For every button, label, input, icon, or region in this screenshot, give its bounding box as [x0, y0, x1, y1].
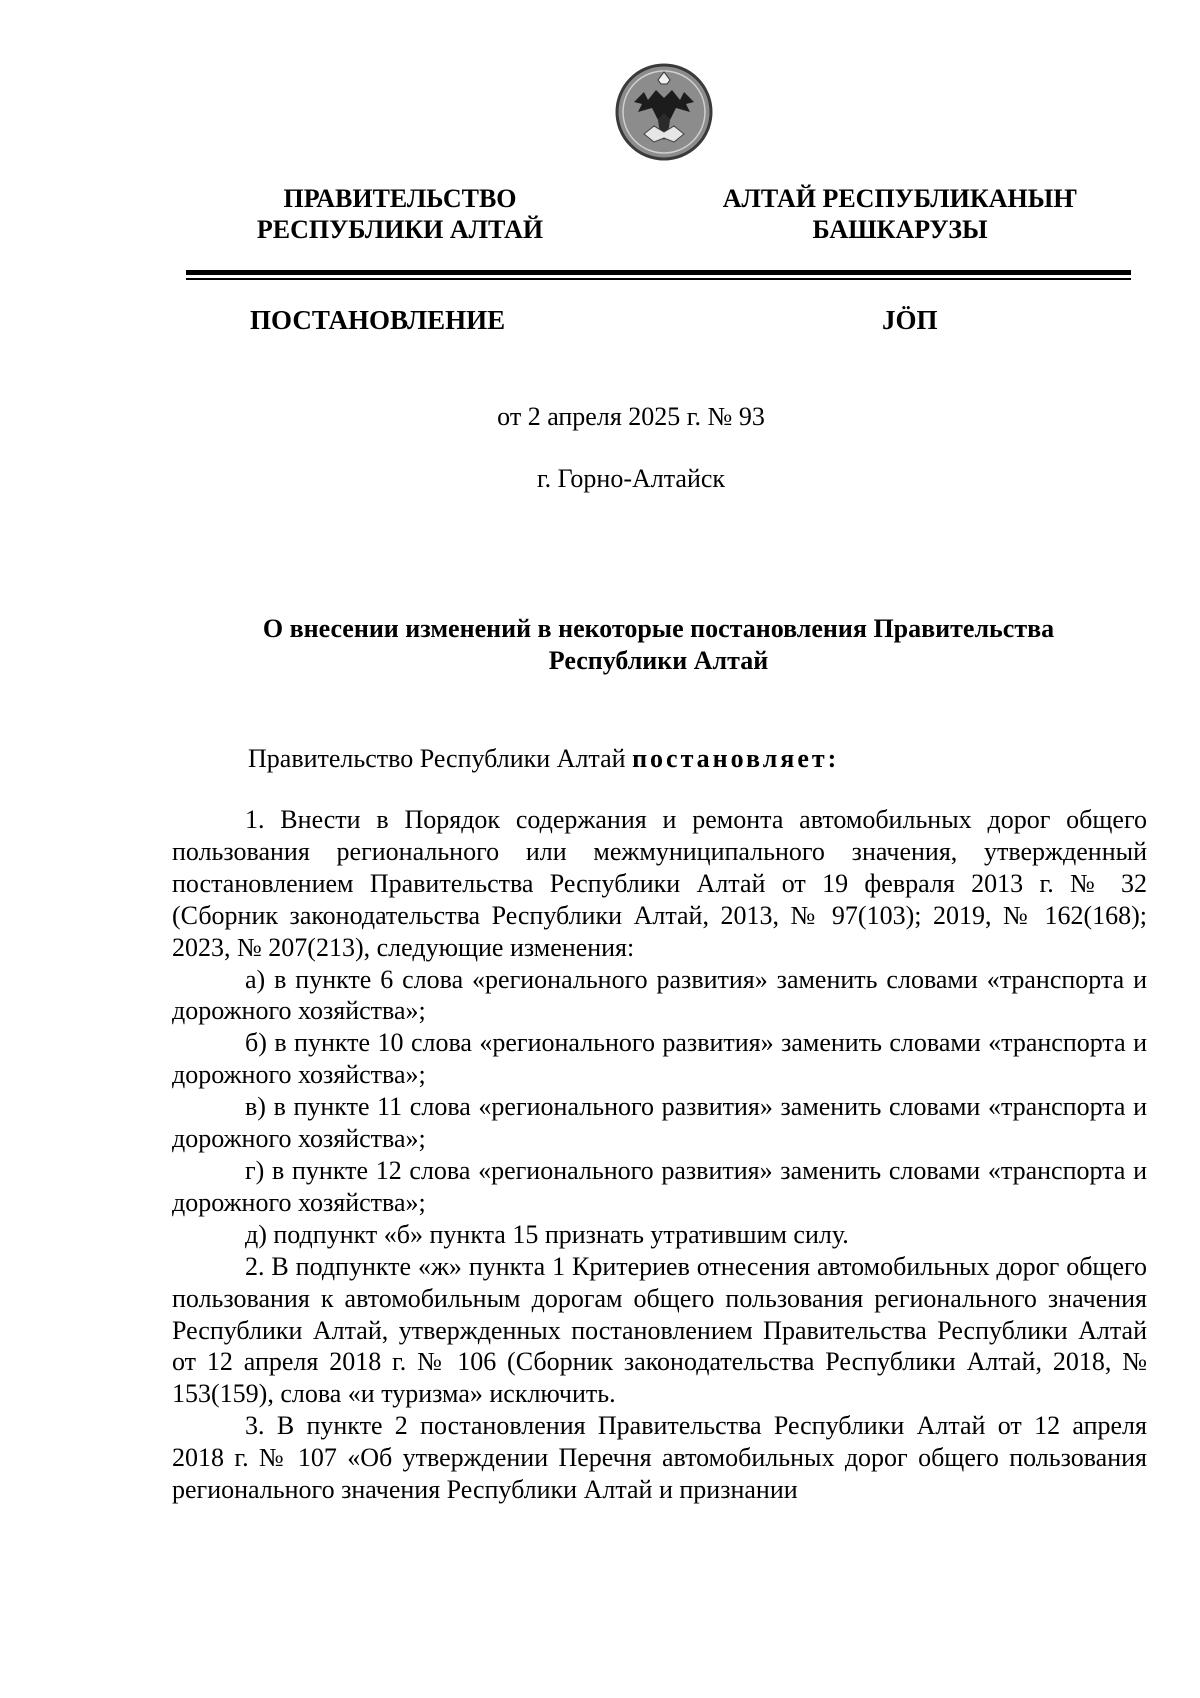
document-date-number: от 2 апреля 2025 г. № 93	[497, 402, 765, 431]
paragraph-1e: д) подпункт «б» пункта 15 признать утратившим силу.	[245, 1219, 849, 1249]
paragraph-1c: в) в пункте 11 слова «регионального развития» заменить словами «транспорта и дорожного хозяйства»;	[172, 1092, 1147, 1154]
paragraph-1a: а) в пункте 6 слова «регионального развития» заменить словами «транспорта и дорожного хозяйства»;	[172, 964, 1147, 1026]
title-line2: Республики Алтай	[548, 646, 769, 675]
org-left-line1: ПРАВИТЕЛЬСТВО	[283, 184, 517, 213]
doctype-russian: ПОСТАНОВЛЕНИЕ	[250, 305, 506, 335]
paragraph-1d: г) в пункте 12 слова «регионального развития» заменить словами «транспорта и дорожного хозяйства»;	[172, 1155, 1147, 1217]
header-divider-thin	[186, 278, 1131, 280]
document-body	[172, 804, 1147, 1506]
org-left-line2: РЕСПУБЛИКИ АЛТАЙ	[256, 215, 544, 244]
organization-name-russian	[190, 183, 610, 245]
paragraph-1b: б) в пункте 10 слова «регионального развития» заменить словами «транспорта и дорожного хозяйства»;	[172, 1028, 1147, 1090]
coat-of-arms-icon	[614, 62, 714, 162]
header-divider-thick	[186, 270, 1131, 275]
paragraph-2: 2. В подпункте «ж» пункта 1 Критериев отнесения автомобильных дорог общего пользования к автомобильным дорогам общего пользования регионального значения Республики Алтай, утвержденных постановлением Правительства Республики Алтай от 12 апреля 2018 г. № 106 (Сборник законодательства Республики Алтай, 2018, № 153(159), слова «и туризма» исключить.	[172, 1251, 1147, 1409]
paragraph-3: 3. В пункте 2 постановления Правительства Республики Алтай от 12 апреля 2018 г. № 107 «Об утверждении Перечня автомобильных дорог общего пользования регионального значения Республики Алтай и признании	[172, 1411, 1147, 1505]
paragraph-1: 1. Внести в Порядок содержания и ремонта автомобильных дорог общего пользования регионального или межмуниципального значения, утвержденный постановлением Правительства Республики Алтай от 19 февраля 2013 г. № 32 (Сборник законодательства Республики Алтай, 2013, № 97(103); 2019, № 162(168); 2023, № 207(213), следующие изменения:	[172, 805, 1147, 962]
preamble-text: Правительство Республики Алтай	[248, 744, 633, 773]
preamble-keyword: постановляет:	[632, 744, 840, 773]
title-line1: О внесении изменений в некоторые постановления Правительства	[262, 614, 1055, 643]
document-title	[186, 613, 1131, 677]
org-right-line2: БАШКАРУЗЫ	[812, 215, 988, 244]
org-right-line1: АЛТАЙ РЕСПУБЛИКАНЫҤ	[722, 184, 1078, 213]
document-city: г. Горно-Алтайск	[536, 464, 726, 493]
doctype-altai: JÖП	[882, 305, 938, 335]
organization-name-altai	[690, 183, 1110, 245]
preamble	[248, 743, 839, 775]
